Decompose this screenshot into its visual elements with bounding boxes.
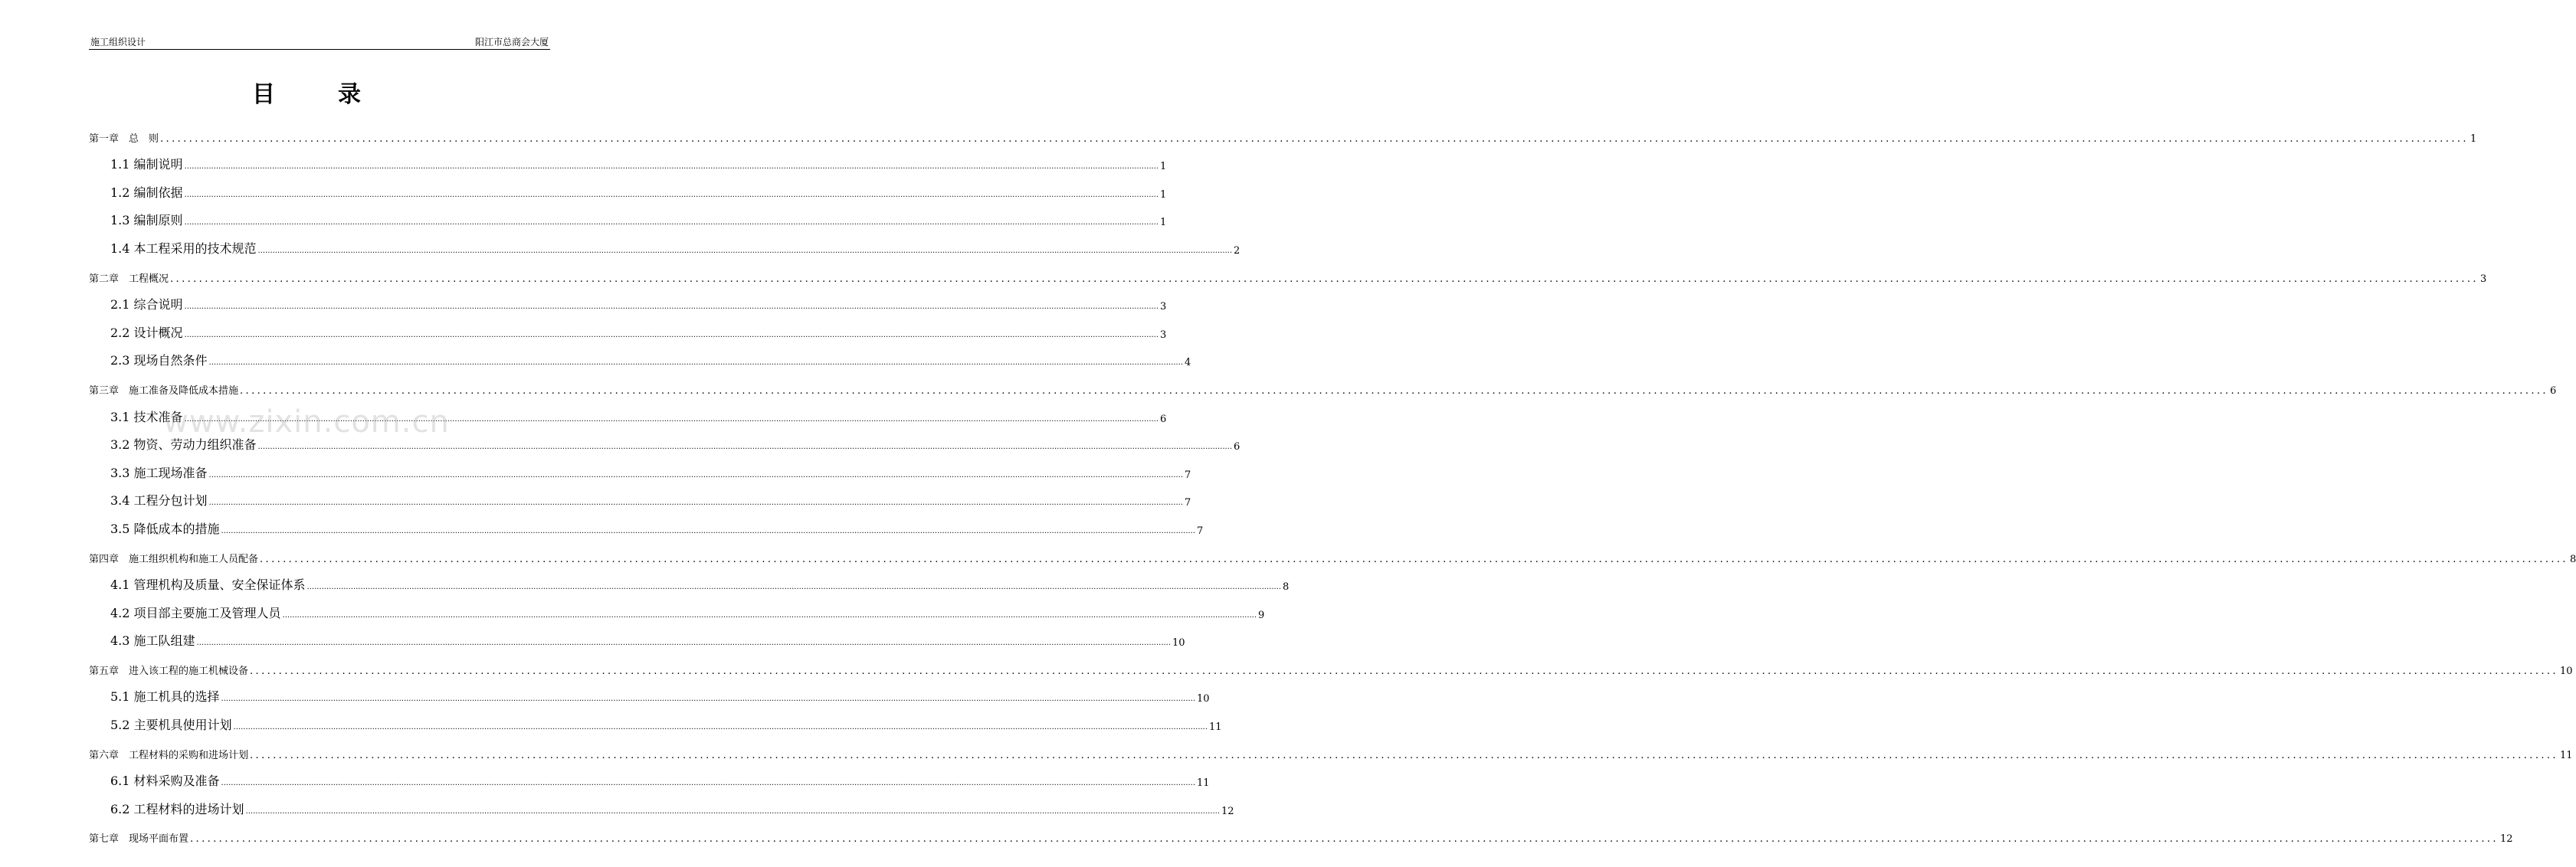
toc-section-entry[interactable] xyxy=(89,175,1167,203)
toc-entry-label: 2.1 综合说明 xyxy=(110,297,183,312)
header-document-title: 施工组织设计 xyxy=(90,37,146,47)
toc-section-entry[interactable] xyxy=(89,343,1191,371)
toc-section-entry[interactable] xyxy=(89,427,1240,456)
dot-leader: ................................................................................................................................................................................................................................................................................................................................................................................................................ xyxy=(208,499,1184,508)
dot-leader: ................................................................................................................................................................................................................................................................................................................................................................................................................ xyxy=(208,470,1184,479)
toc-page-number: 11 xyxy=(2559,749,2573,761)
dot-leader: ................................................................................................................................................................................................................................................................................................................................................................................................................ xyxy=(221,695,1196,704)
toc-entry-label: 3.5 降低成本的措施 xyxy=(110,521,220,536)
toc-page-number: 1 xyxy=(1160,217,1167,229)
toc-chapter-entry[interactable] xyxy=(89,371,2557,399)
toc-page-number: 3 xyxy=(2479,273,2487,285)
toc-chapter-entry[interactable] xyxy=(89,119,2477,147)
toc-entry-label: 1.1 编制说明 xyxy=(110,157,183,172)
toc-entry-label: 第一章 总 则 xyxy=(89,133,159,145)
toc-entry-label: 2.3 现场自然条件 xyxy=(110,353,208,368)
toc-entry-label: 5.2 主要机具使用计划 xyxy=(110,718,232,733)
toc-entry-label: 2.2 设计概况 xyxy=(110,325,183,340)
dot-leader: ................................................................................................................................................................................................................................................................................................................................................................................................................ xyxy=(190,833,2499,846)
toc-entry-label: 6.1 材料采购及准备 xyxy=(110,774,220,789)
toc-chapter-entry[interactable] xyxy=(89,259,2487,287)
toc-section-entry[interactable] xyxy=(89,399,1167,427)
dot-leader: ................................................................................................................................................................................................................................................................................................................................................................................................................ xyxy=(240,384,2548,397)
toc-entry-label: 3.1 技术准备 xyxy=(110,409,183,424)
toc-section-entry[interactable] xyxy=(89,147,1167,175)
toc-section-entry[interactable] xyxy=(89,483,1191,512)
toc-entry-label: 4.2 项目部主要施工及管理人员 xyxy=(110,605,281,620)
dot-leader: ................................................................................................................................................................................................................................................................................................................................................................................................................ xyxy=(184,330,1159,339)
table-of-contents xyxy=(89,119,2576,847)
toc-entry-label: 4.3 施工队组建 xyxy=(110,633,195,649)
toc-section-entry[interactable] xyxy=(89,203,1167,231)
toc-entry-label: 5.1 施工机具的选择 xyxy=(110,689,220,705)
toc-chapter-entry[interactable] xyxy=(89,539,2576,568)
toc-section-entry[interactable] xyxy=(89,511,1204,539)
toc-page-number: 8 xyxy=(2569,553,2576,565)
header-project-name: 阳江市总商会大厦 xyxy=(474,37,549,47)
toc-page-number: 1 xyxy=(2469,133,2477,145)
toc-entry-label: 1.4 本工程采用的技术规范 xyxy=(110,240,257,256)
dot-leader: ................................................................................................................................................................................................................................................................................................................................................................................................................ xyxy=(282,610,1257,620)
toc-section-entry[interactable] xyxy=(89,568,1290,596)
toc-section-entry[interactable] xyxy=(89,287,1167,316)
dot-leader: ................................................................................................................................................................................................................................................................................................................................................................................................................ xyxy=(260,553,2568,565)
dot-leader: ................................................................................................................................................................................................................................................................................................................................................................................................................ xyxy=(170,273,2479,285)
dot-leader: ................................................................................................................................................................................................................................................................................................................................................................................................................ xyxy=(184,162,1159,172)
toc-entry-label: 第三章 施工准备及降低成本措施 xyxy=(89,384,239,397)
dot-leader: ................................................................................................................................................................................................................................................................................................................................................................................................................ xyxy=(306,583,1282,592)
toc-entry-label: 3.4 工程分包计划 xyxy=(110,493,208,509)
toc-page-number: 7 xyxy=(1185,469,1191,481)
toc-chapter-entry[interactable] xyxy=(89,820,2513,848)
dot-leader: ................................................................................................................................................................................................................................................................................................................................................................................................................ xyxy=(208,358,1184,368)
toc-page-number: 1 xyxy=(1160,188,1167,201)
toc-entry-label: 第七章 现场平面布置 xyxy=(89,833,189,846)
toc-entry-label: 第五章 进入该工程的施工机械设备 xyxy=(89,665,249,677)
dot-leader: ................................................................................................................................................................................................................................................................................................................................................................................................................ xyxy=(250,749,2558,761)
toc-entry-label: 3.2 物资、劳动力组织准备 xyxy=(110,437,257,453)
toc-page-number: 3 xyxy=(1160,329,1167,341)
toc-page-number: 11 xyxy=(1197,777,1210,790)
toc-section-entry[interactable] xyxy=(89,764,1210,792)
toc-page-number: 9 xyxy=(1258,609,1265,621)
dot-leader: ................................................................................................................................................................................................................................................................................................................................................................................................................ xyxy=(245,806,1221,816)
toc-title: 目录 xyxy=(252,81,424,108)
page-header xyxy=(89,37,550,50)
dot-leader: ................................................................................................................................................................................................................................................................................................................................................................................................................ xyxy=(184,218,1159,227)
dot-leader: ................................................................................................................................................................................................................................................................................................................................................................................................................ xyxy=(257,246,1233,255)
toc-entry-label: 3.3 施工现场准备 xyxy=(110,465,208,480)
toc-section-entry[interactable] xyxy=(89,231,1240,259)
toc-page-number: 7 xyxy=(1185,497,1191,509)
dot-leader: ................................................................................................................................................................................................................................................................................................................................................................................................................ xyxy=(160,133,2469,145)
toc-page-number: 4 xyxy=(1185,357,1191,369)
toc-page-number: 2 xyxy=(1234,244,1240,257)
toc-page-number: 10 xyxy=(1172,637,1185,649)
watermark: www.zixin.com.cn xyxy=(163,404,450,440)
toc-section-entry[interactable] xyxy=(89,679,1210,708)
dot-leader: ................................................................................................................................................................................................................................................................................................................................................................................................................ xyxy=(250,665,2558,677)
toc-page-number: 12 xyxy=(2499,833,2513,846)
toc-section-entry[interactable] xyxy=(89,455,1191,483)
toc-page-number: 6 xyxy=(1234,441,1240,453)
dot-leader: ................................................................................................................................................................................................................................................................................................................................................................................................................ xyxy=(184,190,1159,199)
toc-section-entry[interactable] xyxy=(89,623,1185,652)
toc-page-number: 12 xyxy=(1221,805,1234,817)
toc-entry-label: 4.1 管理机构及质量、安全保证体系 xyxy=(110,577,306,593)
toc-page-number: 10 xyxy=(1197,693,1210,705)
toc-page-number: 6 xyxy=(1160,413,1167,425)
toc-entry-label: 第六章 工程材料的采购和进场计划 xyxy=(89,749,249,761)
toc-page-number: 6 xyxy=(2549,384,2557,397)
toc-page-number: 7 xyxy=(1197,525,1204,537)
dot-leader: ................................................................................................................................................................................................................................................................................................................................................................................................................ xyxy=(233,723,1208,732)
toc-entry-label: 第二章 工程概况 xyxy=(89,273,169,285)
toc-entry-label: 6.2 工程材料的进场计划 xyxy=(110,801,244,816)
toc-section-entry[interactable] xyxy=(89,707,1222,735)
toc-page-number: 1 xyxy=(1160,161,1167,173)
toc-page-number: 11 xyxy=(1209,721,1222,734)
toc-chapter-entry[interactable] xyxy=(89,651,2573,679)
toc-entry-label: 第四章 施工组织机构和施工人员配备 xyxy=(89,553,259,565)
toc-section-entry[interactable] xyxy=(89,791,1234,820)
toc-section-entry[interactable] xyxy=(89,595,1265,623)
toc-page-number: 3 xyxy=(1160,301,1167,313)
dot-leader: ................................................................................................................................................................................................................................................................................................................................................................................................................ xyxy=(257,443,1233,452)
toc-entry-label: 1.2 编制依据 xyxy=(110,185,183,200)
dot-leader: ................................................................................................................................................................................................................................................................................................................................................................................................................ xyxy=(221,779,1196,788)
dot-leader: ................................................................................................................................................................................................................................................................................................................................................................................................................ xyxy=(184,414,1159,424)
toc-page-number: 10 xyxy=(2559,665,2573,677)
dot-leader: ................................................................................................................................................................................................................................................................................................................................................................................................................ xyxy=(221,526,1196,535)
toc-section-entry[interactable] xyxy=(89,315,1167,343)
dot-leader: ................................................................................................................................................................................................................................................................................................................................................................................................................ xyxy=(184,303,1159,312)
toc-entry-label: 1.3 编制原则 xyxy=(110,213,183,228)
toc-chapter-entry[interactable] xyxy=(89,735,2573,764)
toc-page-number: 8 xyxy=(1283,581,1290,594)
dot-leader: ................................................................................................................................................................................................................................................................................................................................................................................................................ xyxy=(196,639,1172,648)
